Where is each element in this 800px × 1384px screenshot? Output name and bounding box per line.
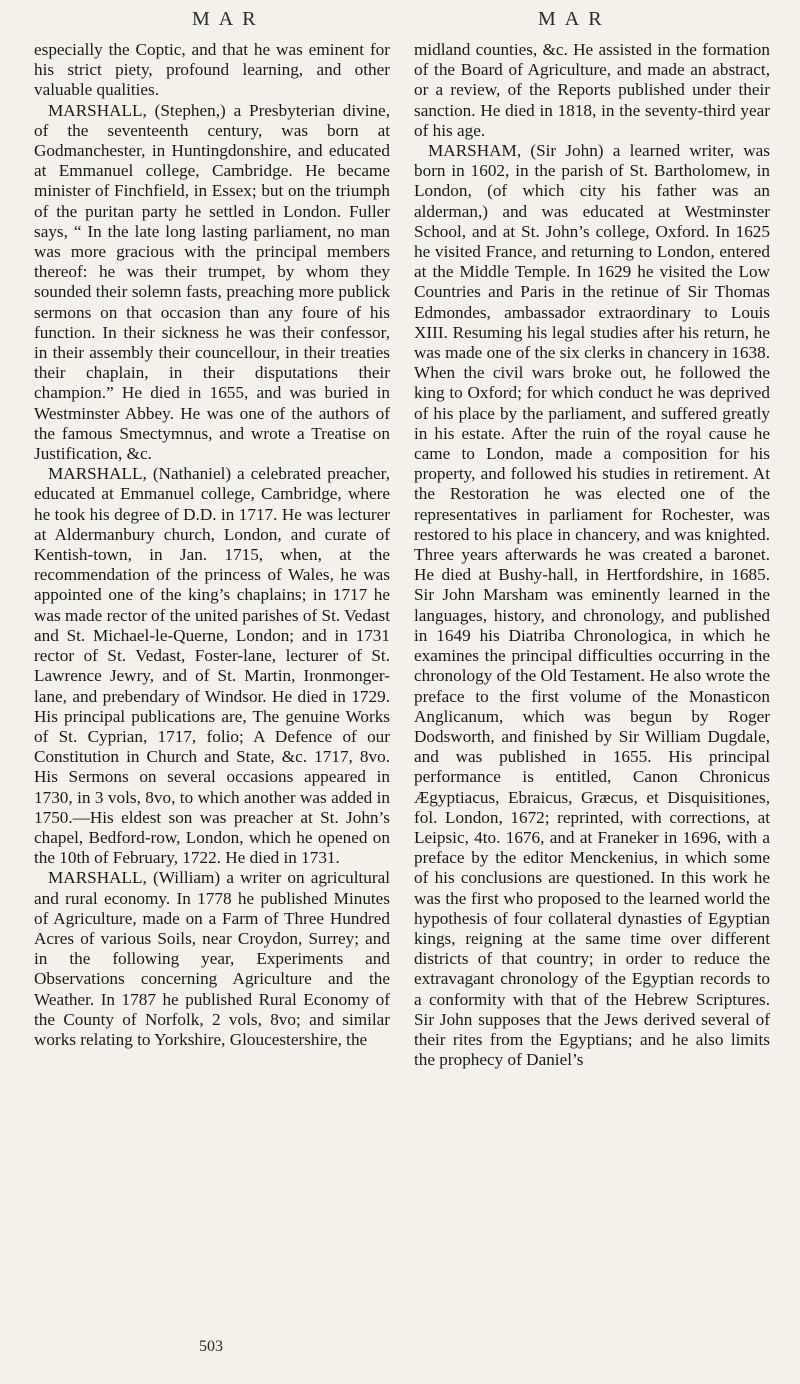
entry-marshall-stephen: MARSHALL, (Stephen,) a Presbyterian divine, of the seventeenth century, was born at Godmanchester, in Huntingdonshire, and educated at Emmanuel college, Cambridge. He became minister of Finchfield, in Essex; but on the triumph of the puritan party he settled in London. Fuller says, “ In the late long lasting parliament, no man was more gracious with the principal members thereof: he was their trumpet, by whom they sounded their solemn fasts, preaching more publick sermons on that occasion than any foure of his function. In their sickness he was their confessor, in their assembly their councellour, in their treaties their chaplain, in their disputations their champion.” He died in 1655, and was buried in Westminster Abbey. He was one of the authors of the famous Smectymnus, and wrote a Treatise on Justification, &c.	[34, 100, 390, 464]
entry-marshall-nathaniel: MARSHALL, (Nathaniel) a celebrated preacher, educated at Emmanuel college, Cambridge, where he took his degree of D.D. in 1717. He was lecturer at Aldermanbury church, London, and curate of Kentish-town, in Jan. 1715, when, at the recommendation of the princess of Wales, he was appointed one of the king’s chaplains; in 1717 he was made rector of the united parishes of St. Vedast and St. Michael-le-Querne, London; and in 1731 rector of St. Vedast, Foster-lane, lecturer of St. Lawrence Jewry, and of St. Martin, Ironmonger-lane, and prebendary of Windsor. He died in 1729. His principal publications are, The genuine Works of St. Cyprian, 1717, folio; A Defence of our Constitution in Church and State, &c. 1717, 8vo. His Sermons on several occasions appeared in 1730, in 3 vols, 8vo, to which another was added in 1750.—His eldest son was preacher at St. John’s chapel, Bedford-row, London, which he opened on the 10th of February, 1722. He died in 1731.	[34, 464, 390, 868]
running-head-left: MAR	[192, 8, 265, 30]
page-number: 503	[199, 1338, 223, 1355]
running-headers	[0, 8, 800, 34]
continuation-paragraph: midland counties, &c. He assisted in the formation of the Board of Agriculture, and made an abstract, or a review, of the Reports published under their sanction. He died in 1818, in the seventy-third year of his age.	[414, 40, 770, 140]
running-head-right: MAR	[538, 8, 611, 30]
left-column	[34, 40, 390, 1050]
continuation-paragraph: especially the Coptic, and that he was eminent for his strict piety, profound learning, and other valuable qualities.	[34, 40, 390, 100]
entry-marsham-john: MARSHAM, (Sir John) a learned writer, was born in 1602, in the parish of St. Bartholomew, in London, (of which city his father was an alderman,) and was educated at Westminster School, and at St. John’s college, Oxford. In 1625 he visited France, and returning to London, entered at the Middle Temple. In 1629 he visited the Low Countries and Paris in the retinue of Sir Thomas Edmondes, ambassador extraordinary to Louis XIII. Resuming his legal studies after his return, he was made one of the six clerks in chancery in 1638. When the civil wars broke out, he followed the king to Oxford; for which conduct he was deprived of his place by the parliament, and suffered greatly in his estate. After the ruin of the royal cause he came to London, made a composition for his property, and followed his studies in retirement. At the Restoration he was elected one of the representatives in parliament for Rochester, was restored to his place in chancery, and was knighted. Three years afterwards he was created a baronet. He died at Bushy-hall, in Hertfordshire, in 1685. Sir John Marsham was eminently learned in the languages, history, and chronology, and published in 1649 his Diatriba Chronologica, in which he examines the principal difficulties occurring in the chronology of the Old Testament. He also wrote the preface to the first volume of the Monasticon Anglicanum, which was begun by Roger Dodsworth, and finished by Sir William Dugdale, and was published in 1655. His principal performance is entitled, Canon Chronicus Ægyptiacus, Ebraicus, Græcus, et Disquisitiones, fol. London, 1672; reprinted, with corrections, at Leipsic, 4to. 1676, and at Franeker in 1696, with a preface by the editor Menckenius, in which some of his conclusions are questioned. In this work he was the first who proposed to the learned world the hypothesis of four collateral dynasties of Egyptian kings, reigning at the same time over different districts of that country; in order to reduce the extravagant chronology of the Egyptian records to a conformity with that of the Hebrew Scriptures. Sir John supposes that the Jews derived several of their rites from the Egyptians; and he also limits the prophecy of Daniel’s	[414, 141, 770, 1070]
right-column	[414, 40, 770, 1070]
entry-marshall-william: MARSHALL, (William) a writer on agricultural and rural economy. In 1778 he published Minutes of Agriculture, made on a Farm of Three Hundred Acres of various Soils, near Croydon, Surrey; and in the following year, Experiments and Observations concerning Agriculture and the Weather. In 1787 he published Rural Economy of the County of Norfolk, 2 vols, 8vo; and similar works relating to Yorkshire, Gloucestershire, the	[34, 868, 390, 1049]
